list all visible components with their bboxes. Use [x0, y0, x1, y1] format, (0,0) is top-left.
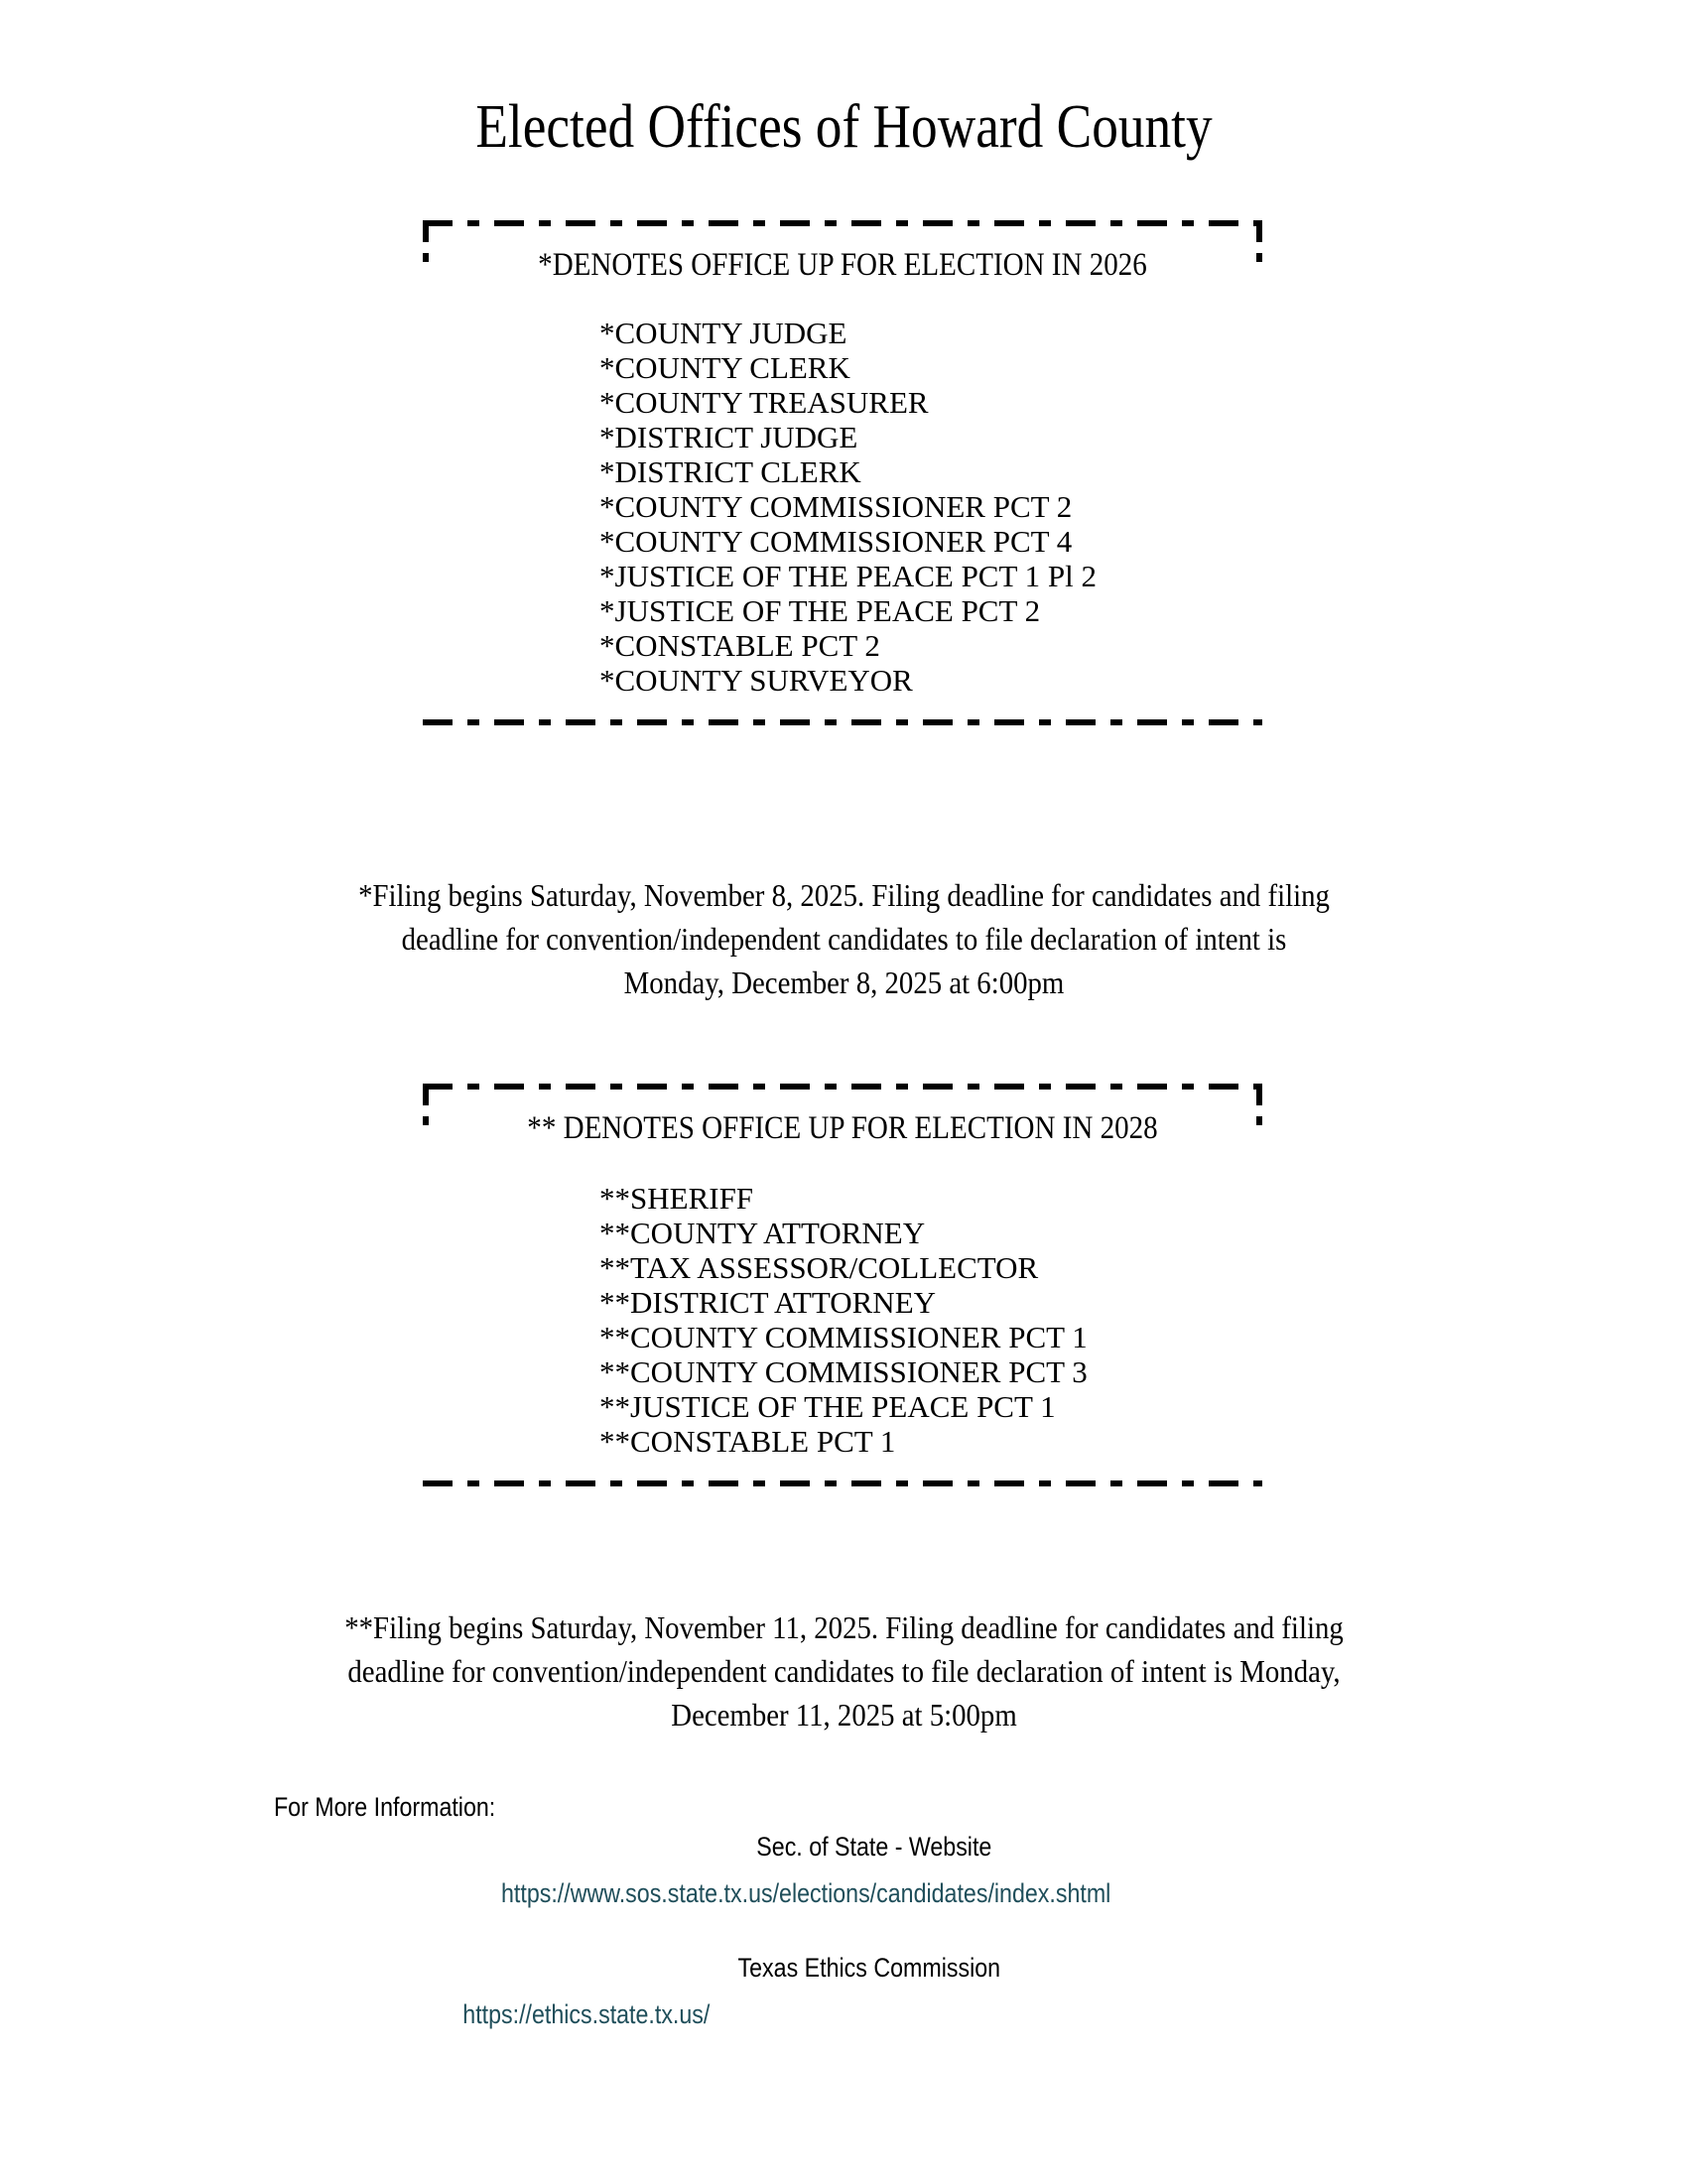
filing-note-2026-line: Monday, December 8, 2025 at 6:00pm — [623, 964, 1065, 1001]
filing-note-2028-line: deadline for convention/independent candidates to file declaration of intent is Monday, — [347, 1653, 1341, 1690]
resource-texas-ethics-commission-name-text: Texas Ethics Commission — [737, 1953, 1000, 1983]
office-list-item: *COUNTY JUDGE — [599, 315, 847, 350]
office-list-item: **DISTRICT ATTORNEY — [599, 1284, 937, 1320]
office-list-item: *DISTRICT CLERK — [599, 453, 861, 489]
resource-texas-ethics-commission — [0, 1953, 1688, 2030]
filing-note-2028-line: **Filing begins Saturday, November 11, 2025. Filing deadline for candidates and filing — [344, 1609, 1344, 1645]
resource-texas-ethics-commission-link-text: https://ethics.state.tx.us/ — [461, 1999, 711, 2029]
office-box-2028 — [423, 1084, 1262, 1486]
office-list-item: *DISTRICT JUDGE — [599, 419, 858, 454]
office-list-item: **COUNTY COMMISSIONER PCT 3 — [599, 1353, 1088, 1389]
office-box-2026 — [423, 220, 1262, 725]
office-list-item: *CONSTABLE PCT 2 — [599, 627, 880, 663]
office-list-item: *COUNTY TREASURER — [599, 384, 929, 420]
resource-sec-of-state — [0, 1832, 1688, 1909]
resource-sec-of-state-name-text: Sec. of State - Website — [755, 1832, 992, 1862]
resource-sec-of-state-link-text: https://www.sos.state.tx.us/elections/candidates/index.shtml — [501, 1878, 1111, 1908]
office-box-2028-content — [423, 1084, 1262, 1486]
office-box-2026-content — [423, 220, 1262, 725]
resource-sec-of-state-name — [60, 1832, 1688, 1863]
office-list-item: *COUNTY COMMISSIONER PCT 4 — [599, 523, 1073, 559]
filing-note-2028-line: December 11, 2025 at 5:00pm — [671, 1697, 1017, 1734]
office-list-item: *COUNTY COMMISSIONER PCT 2 — [599, 488, 1073, 524]
office-list-item: **CONSTABLE PCT 1 — [599, 1423, 896, 1459]
office-list-2026 — [423, 316, 1262, 698]
office-box-2028-heading: ** DENOTES OFFICE UP FOR ELECTION IN 2028 — [527, 1110, 1158, 1146]
office-list-item: *JUSTICE OF THE PEACE PCT 2 — [599, 592, 1041, 628]
office-list-item: *COUNTY CLERK — [599, 349, 850, 385]
office-list-item: **SHERIFF — [599, 1180, 754, 1216]
office-list-2028 — [423, 1181, 1262, 1459]
office-list-item: **COUNTY ATTORNEY — [599, 1215, 926, 1250]
filing-note-2028 — [0, 1606, 1688, 1736]
resource-sec-of-state-link[interactable] — [0, 1878, 1688, 1909]
filing-note-2026 — [0, 873, 1688, 1004]
more-information-label: For More Information: — [274, 1792, 496, 1822]
resource-texas-ethics-commission-name — [50, 1953, 1688, 1984]
office-list-item: **TAX ASSESSOR/COLLECTOR — [599, 1249, 1039, 1285]
resource-texas-ethics-commission-link[interactable] — [0, 1999, 1688, 2030]
office-box-2026-heading: *DENOTES OFFICE UP FOR ELECTION IN 2026 — [538, 247, 1147, 283]
office-list-item: **COUNTY COMMISSIONER PCT 1 — [599, 1319, 1088, 1354]
filing-note-2026-line: deadline for convention/independent candidates to file declaration of intent is — [401, 921, 1287, 958]
filing-note-2026-line: *Filing begins Saturday, November 8, 2025. Filing deadline for candidates and filing — [358, 877, 1330, 913]
office-list-item: **JUSTICE OF THE PEACE PCT 1 — [599, 1388, 1056, 1424]
office-list-item: *COUNTY SURVEYOR — [599, 662, 913, 698]
office-list-item: *JUSTICE OF THE PEACE PCT 1 Pl 2 — [599, 558, 1097, 593]
page-title: Elected Offices of Howard County — [475, 93, 1213, 161]
